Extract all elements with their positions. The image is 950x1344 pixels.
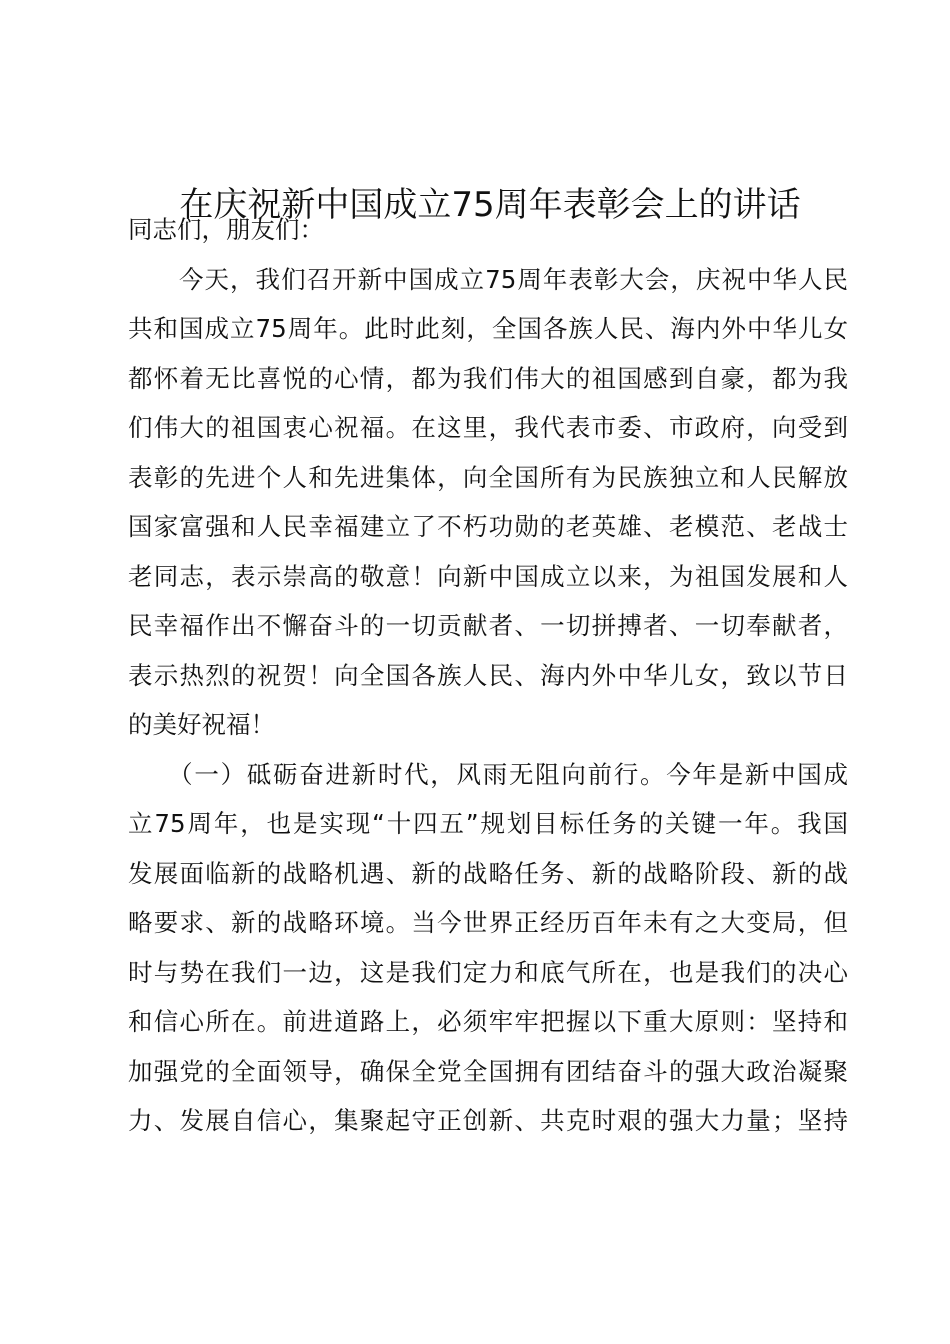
- document-title: 在庆祝新中国成立75周年表彰会上的讲话: [179, 185, 801, 225]
- paragraph-line: 的美好祝福！: [128, 710, 275, 739]
- paragraph-line: 今天，我们召开新中国成立75周年表彰大会，庆祝中华人民: [128, 264, 848, 294]
- paragraph-line: （一）砥砺奋进新时代，风雨无阻向前行。今年是新中国成: [128, 759, 848, 789]
- paragraph-line: 国家富强和人民幸福建立了不朽功勋的老英雄、老模范、老战士: [128, 512, 848, 541]
- document-body: [128, 205, 848, 1146]
- paragraph-line: 表示热烈的祝贺！向全国各族人民、海内外中华儿女，致以节日: [128, 660, 848, 690]
- paragraph-line: 老同志，表示崇高的敬意！向新中国成立以来，为祖国发展和人: [128, 561, 848, 591]
- paragraph-line: 们伟大的祖国衷心祝福。在这里，我代表市委、市政府，向受到: [128, 413, 848, 442]
- paragraph-line: 力、发展自信心，集聚起守正创新、共克时艰的强大力量；坚持: [128, 1106, 848, 1135]
- paragraph-line: 都怀着无比喜悦的心情，都为我们伟大的祖国感到自豪，都为我: [128, 363, 848, 393]
- paragraph-line: 略要求、新的战略环境。当今世界正经历百年未有之大变局，但: [128, 908, 848, 937]
- paragraph-line: 表彰的先进个人和先进集体，向全国所有为民族独立和人民解放: [128, 462, 848, 492]
- paragraph-line: 发展面临新的战略机遇、新的战略任务、新的战略阶段、新的战: [128, 858, 848, 888]
- paragraph-line: 民幸福作出不懈奋斗的一切贡献者、一切拼搏者、一切奉献者，: [128, 611, 848, 640]
- paragraph-2: [128, 750, 848, 1146]
- paragraph-line: 时与势在我们一边，这是我们定力和底气所在，也是我们的决心: [128, 957, 848, 987]
- paragraph-line: 和信心所在。前进道路上，必须牢牢把握以下重大原则：坚持和: [128, 1007, 848, 1036]
- salutation: 同志们，朋友们：: [128, 215, 324, 244]
- paragraph-line: 共和国成立75周年。此时此刻，全国各族人民、海内外中华儿女: [128, 314, 848, 343]
- paragraph-line: 加强党的全面领导，确保全党全国拥有团结奋斗的强大政治凝聚: [128, 1056, 848, 1086]
- paragraph-1: [128, 255, 848, 750]
- paragraph-line: 立75周年，也是实现“十四五”规划目标任务的关键一年。我国: [128, 809, 848, 838]
